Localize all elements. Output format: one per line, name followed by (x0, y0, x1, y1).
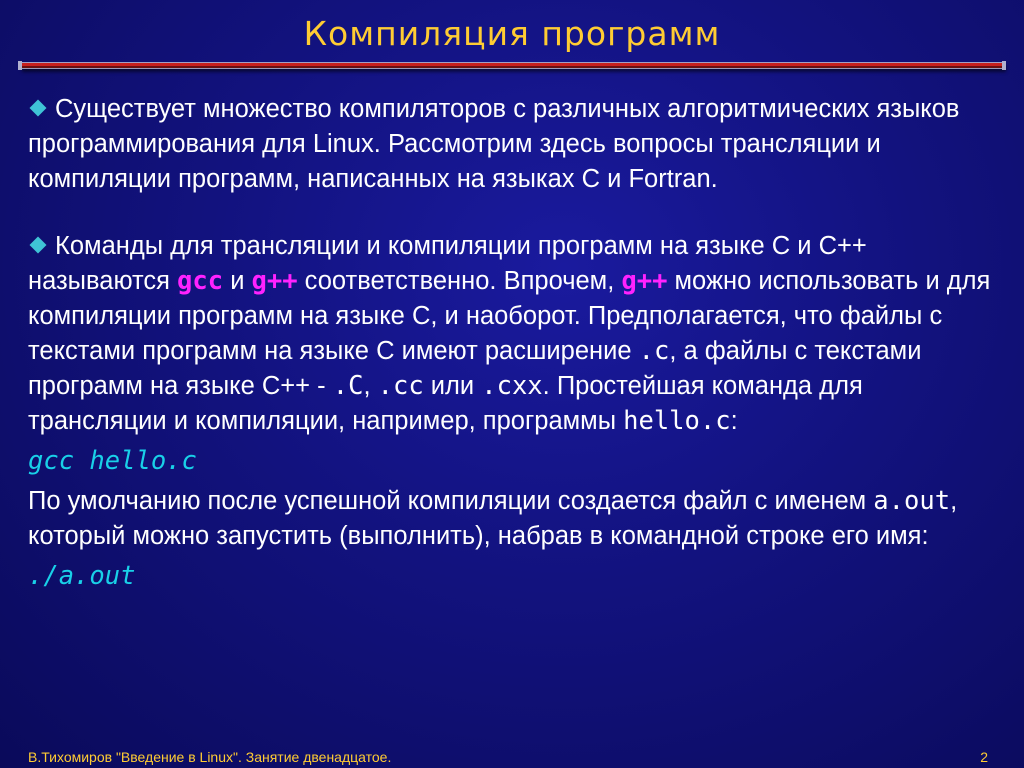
command-gpp: g++ (621, 266, 668, 296)
extension-cc: .cc (377, 371, 424, 401)
diamond-bullet-icon (30, 100, 47, 117)
slide-number: 2 (980, 749, 988, 765)
bullet-text: Существует множество компиляторов с различных алгоритмических языков программирования для Linux. Рассмотрим здесь вопросы трансляции и компиляции программ, написанных на языках C и Fortran. (28, 95, 960, 193)
bullet-paragraph-compilers (28, 92, 998, 197)
code-example-run: ./a.out (28, 561, 136, 591)
text-segment: , (363, 372, 378, 400)
paragraph-default-output (28, 484, 998, 554)
text-segment: По умолчанию после успешной компиляции создается файл с именем (28, 487, 874, 515)
slide-title: Компиляция программ (303, 14, 721, 53)
text-segment: или (423, 372, 482, 400)
text-segment: можно использовать и для компиляции программ на языке C, и наоборот. Предполагается, что файлы с текстами программ на языке C имеют расширение (28, 267, 991, 365)
extension-c: .c (638, 336, 670, 366)
footer-credit: В.Тихомиров "Введение в Linux". Занятие двенадцатое. (28, 749, 392, 765)
bullet-paragraph-commands (28, 229, 998, 439)
slide-content (28, 92, 998, 599)
text-segment: , а файлы с текстами программ на языке C++ - (28, 337, 922, 400)
text-segment: : (730, 407, 738, 435)
extension-C: .C (332, 371, 364, 401)
text-segment: и (223, 267, 252, 295)
filename-aout: a.out (873, 486, 951, 516)
filename-hello: hello.c (623, 406, 731, 436)
extension-cxx: .cxx (481, 371, 543, 401)
code-example-compile: gcc hello.c (28, 446, 197, 476)
command-gcc: gcc (177, 266, 224, 296)
text-segment: . Простейшая команда для трансляции и компиляции, например, программы (28, 372, 863, 435)
command-gpp: g++ (251, 266, 298, 296)
text-segment: , который можно запустить (выполнить), набрав в командной строке его имя: (28, 487, 958, 550)
text-segment: соответственно. Впрочем, (297, 267, 622, 295)
diamond-bullet-icon (30, 237, 47, 254)
text-segment: Команды для трансляции и компиляции программ на языке C и C++ называются (28, 232, 867, 295)
title-divider (20, 62, 1004, 69)
